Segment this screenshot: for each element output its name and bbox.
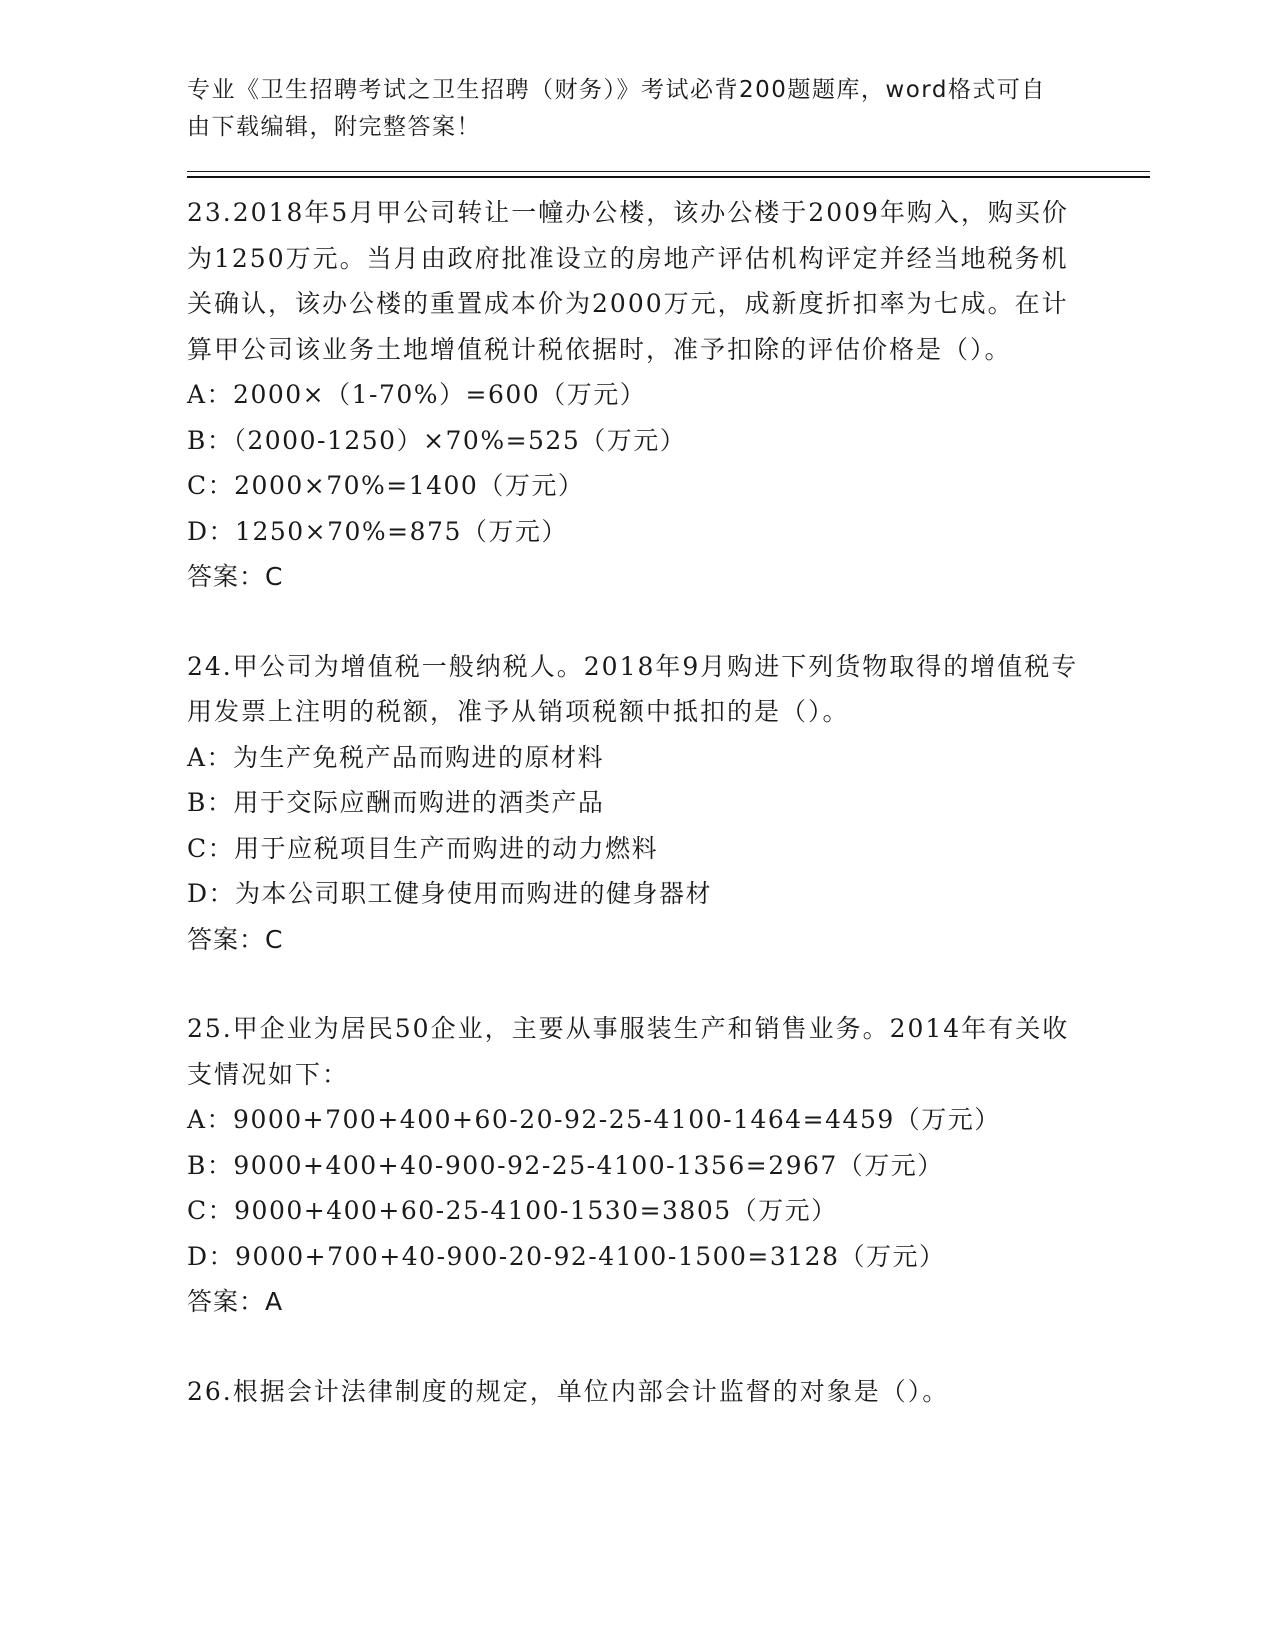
question-25: [187, 1006, 1087, 1325]
option-d: D：为本公司职工健身使用而购进的健身器材: [187, 879, 713, 908]
question-26: [187, 1369, 1087, 1415]
question-stem: 24.甲公司为增值税一般纳税人。2018年9月购进下列货物取得的增值税专用发票上注明的税额，准予从销项税额中抵扣的是（）。: [187, 651, 1079, 726]
question-stem: 25.甲企业为居民50企业，主要从事服装生产和销售业务。2014年有关收支情况如下：: [187, 1014, 1070, 1089]
answer: 答案：C: [187, 924, 284, 954]
option-c: C：9000+400+60-25-4100-1530=3805（万元）: [187, 1196, 838, 1225]
header-line-1: 专业《卫生招聘考试之卫生招聘（财务）》考试必背200题题库，word格式可自: [187, 77, 1046, 103]
header-line-2: 由下载编辑，附完整答案！: [187, 114, 481, 140]
question-stem: 26.根据会计法律制度的规定，单位内部会计监督的对象是（）。: [187, 1376, 950, 1406]
option-b: B：（2000-1250）×70%=525（万元）: [187, 425, 687, 455]
answer: 答案：C: [187, 562, 284, 591]
option-b: B：用于交际应酬而购进的酒类产品: [187, 788, 605, 817]
option-a: A：2000×（1-70%）=600（万元）: [187, 380, 647, 409]
header-divider-thin: [187, 171, 1150, 172]
option-c: C：用于应税项目生产而购进的动力燃料: [187, 833, 659, 863]
question-24: [187, 644, 1087, 963]
answer: 答案：A: [187, 1287, 284, 1316]
document-header: [187, 72, 1087, 146]
header-divider-thick: [187, 176, 1150, 178]
option-b: B：9000+400+40-900-92-25-4100-1356=2967（万元）: [187, 1150, 944, 1180]
question-stem: 23.2018年5月甲公司转让一幢办公楼，该办公楼于2009年购入，购买价为1250万元。当月由政府批准设立的房地产评估机构评定并经当地税务机关确认，该办公楼的重置成本价为2000万元，成新度折扣率为七成。在计算甲公司该业务土地增值税计税依据时，准予扣除的评估价格是（）。: [187, 198, 1069, 364]
option-c: C：2000×70%=1400（万元）: [187, 471, 585, 500]
question-23: [187, 190, 1087, 600]
option-d: D：9000+700+40-900-20-92-4100-1500=3128（万元）: [187, 1241, 946, 1271]
option-a: A：9000+700+400+60-20-92-25-4100-1464=4459（万元）: [187, 1105, 1001, 1134]
option-a: A：为生产免税产品而购进的原材料: [187, 742, 605, 772]
question-list: [187, 190, 1087, 1458]
option-d: D：1250×70%=875（万元）: [187, 516, 568, 546]
